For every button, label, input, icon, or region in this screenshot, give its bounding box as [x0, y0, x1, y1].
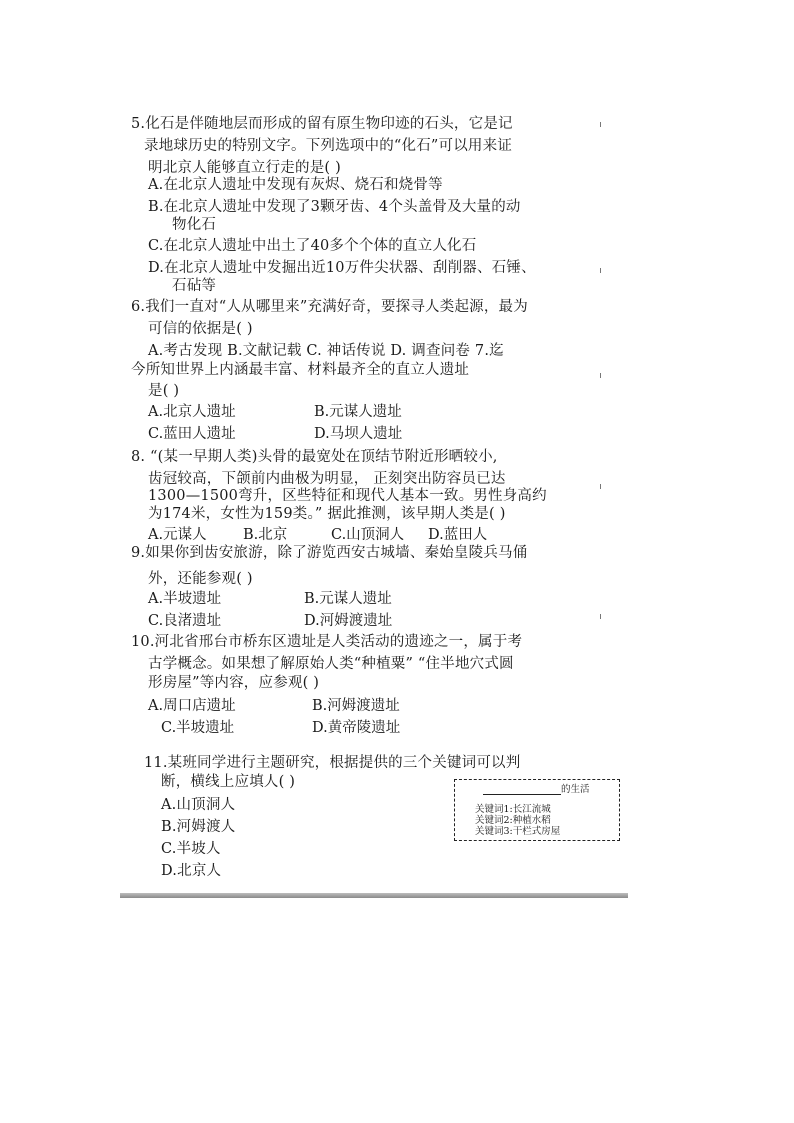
- keyword-1: 关键词1:长江流城: [475, 804, 551, 815]
- q8-option-c: C.山顶洞人: [331, 527, 405, 543]
- q10-stem-line-3: 形房屋”等内容，应参观( ): [148, 675, 320, 691]
- keyword-2: 关键词2:种植水稻: [475, 815, 551, 826]
- q5-stem-line-1: 5.化石是伴随地层而形成的留有原生物印迹的石头，它是记: [131, 116, 513, 132]
- q8-stem-line-1: 8. “(某一早期人类)头骨的最宽处在顶结节附近形晒较小,: [131, 449, 498, 465]
- keyword-box: [454, 779, 620, 841]
- q10-option-a: A.周口店遗址: [148, 698, 236, 714]
- q10-option-d: D.黄帝陵遗址: [312, 720, 401, 736]
- keyword-3: 关键词3:干栏式房屋: [475, 826, 561, 837]
- q11-option-a: A.山顶洞人: [161, 797, 236, 813]
- q7-stem-line-2: 是( ): [148, 383, 180, 399]
- q9-option-d: D.河姆渡遗址: [304, 613, 393, 629]
- q7-option-d: D.马坝人遗址: [314, 426, 403, 442]
- q9-options-row-1: [0, 589, 794, 609]
- q8-stem-line-3: 1300—1500弯升，区些特征和现代人基本一致。男性身高约: [148, 488, 547, 504]
- q5-option-b-cont: 物化石: [172, 217, 217, 233]
- q10-options-row-1: [0, 696, 794, 716]
- q8-option-d: D.蓝田人: [428, 527, 488, 543]
- answer-blank-line: [483, 794, 561, 795]
- q10-option-b: B.河姆渡遗址: [312, 698, 400, 714]
- q9-option-c: C.良渚遗址: [148, 613, 222, 629]
- q11-option-d: D.北京人: [161, 863, 222, 879]
- scan-edge-mark: [600, 373, 601, 378]
- q11-option-b: B.河姆渡人: [161, 819, 236, 835]
- keyword-box-title-suffix: 的生活: [561, 784, 590, 795]
- q8-stem-line-2: 齿冠较高，下颌前内曲极为明显， 正刻突出防容员已达: [148, 471, 506, 487]
- q8-options-row: [0, 525, 794, 545]
- q7-option-b: B.元谋人遗址: [314, 404, 402, 420]
- scan-edge-mark: [600, 268, 601, 273]
- q9-options-row-2: [0, 611, 794, 631]
- q8-stem-line-4: 为174米，女性为159类。” 据此推测，该早期人类是( ): [148, 506, 506, 522]
- q5-option-a: A.在北京人遗址中发现有灰烬、烧石和烧骨等: [148, 177, 443, 193]
- scan-edge-mark: [600, 122, 601, 127]
- q9-stem-line-2: 外，还能参观( ): [148, 571, 253, 587]
- q6-stem-line-1: 6.我们一直对“人从哪里来”充满好奇，要探寻人类起源，最为: [131, 299, 528, 315]
- q9-stem-line-1: 9.如果你到齿安旅游，除了游览西安古城墙、秦始皇陵兵马俑: [131, 545, 528, 561]
- q5-option-d-cont: 石砧等: [172, 278, 217, 294]
- q6-options: A.考古发现 B.文献记载 C. 神话传说 D. 调查问卷 7.迄: [148, 343, 504, 359]
- q10-options-row-2: [0, 718, 794, 738]
- q11-stem-line-1: 11.某班同学进行主题研究，根据提供的三个关键词可以判: [144, 755, 521, 771]
- q11-option-c: C.半坡人: [161, 841, 221, 857]
- q7-options-row-2: [0, 424, 794, 444]
- q5-option-d: D.在北京人遗址中发掘出近10万件尖状器、刮削器、石锤、: [148, 260, 536, 276]
- q8-option-b: B.北京: [243, 527, 288, 543]
- q7-option-a: A.北京人遗址: [148, 404, 236, 420]
- page-bottom-rule: [120, 893, 628, 898]
- q7-stem-line-1: 今所知世界上内涵最丰富、材料最齐全的直立人遗址: [131, 362, 470, 378]
- q9-option-b: B.元谋人遗址: [304, 591, 392, 607]
- q10-option-c: C.半坡遗址: [161, 720, 235, 736]
- q5-option-b: B.在北京人遗址中发现了3颗牙齿、4个头盖骨及大量的动: [148, 199, 521, 215]
- scan-edge-mark: [600, 484, 601, 489]
- q7-option-c: C.蓝田人遗址: [148, 426, 236, 442]
- q5-option-c: C.在北京人遗址中出土了40多个个体的直立人化石: [148, 238, 477, 254]
- q5-stem-line-3: 明北京人能够直立行走的是( ): [148, 160, 341, 176]
- q9-option-a: A.半坡遗址: [148, 591, 222, 607]
- scan-edge-mark: [600, 614, 601, 619]
- q5-stem-line-2: 录地球历史的特别文字。下列选项中的“化石”可以用来证: [144, 138, 513, 154]
- q11-stem-line-2: 断，横线上应填人( ): [161, 774, 296, 790]
- q8-option-a: A.元谋人: [148, 527, 207, 543]
- q10-stem-line-1: 10.河北省邢台市桥东区遗址是人类活动的遗迹之一，属于考: [131, 634, 523, 650]
- q6-stem-line-2: 可信的依据是( ): [148, 321, 253, 337]
- q10-stem-line-2: 古学概念。如果想了解原始人类“种植粟” “住半地穴式圆: [148, 656, 514, 672]
- q7-options-row-1: [0, 402, 794, 422]
